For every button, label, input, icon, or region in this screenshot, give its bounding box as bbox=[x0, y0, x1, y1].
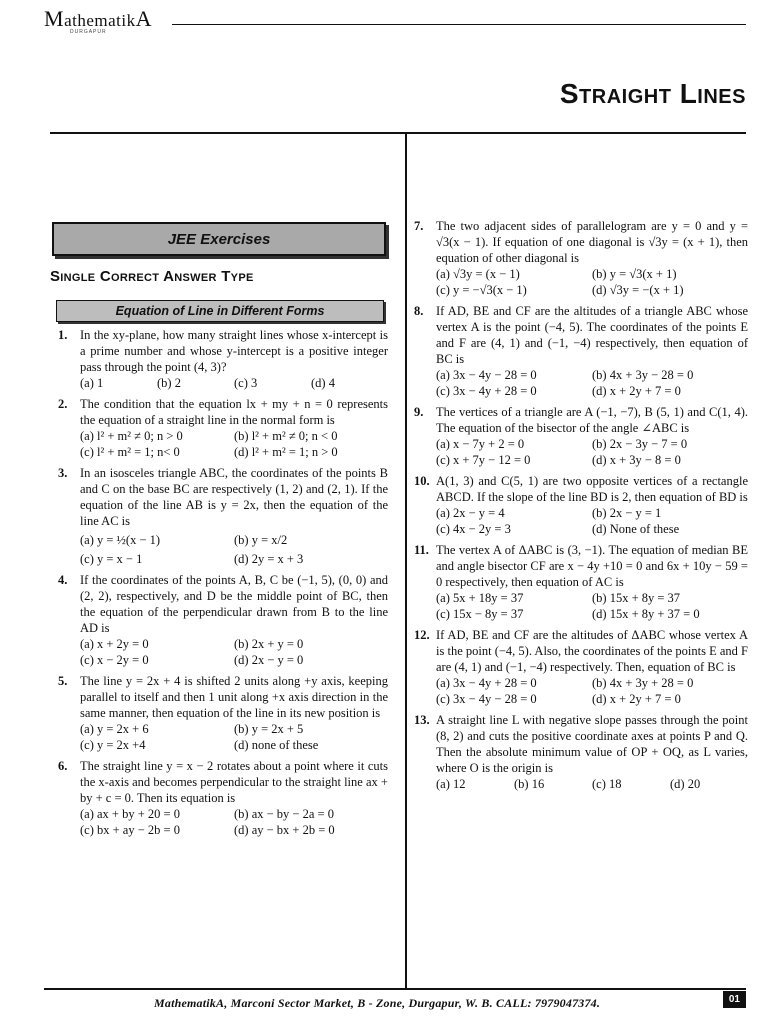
option-list bbox=[436, 266, 748, 298]
logo-tagline: DURGAPUR bbox=[70, 29, 107, 35]
question-item bbox=[58, 572, 388, 668]
option-list bbox=[436, 590, 748, 622]
option-list bbox=[80, 636, 388, 668]
question-number: 10. bbox=[414, 474, 430, 488]
question-text: The two adjacent sides of parallelogram are y = 0 and y = √3(x − 1). If equation of one diagonal is √3y = (x + 1), then equation of other diagonal is bbox=[436, 219, 748, 265]
answer-option: (c) 3 bbox=[234, 376, 258, 390]
answer-option: (a) 2x − y = 4 bbox=[436, 506, 505, 520]
answer-option: (d) 15x + 8y + 37 = 0 bbox=[592, 607, 700, 621]
answer-option: (d) x + 2y + 7 = 0 bbox=[592, 692, 681, 706]
answer-option: (b) 2x − 3y − 7 = 0 bbox=[592, 437, 688, 451]
page-number: 01 bbox=[723, 991, 746, 1008]
right-question-column bbox=[414, 218, 748, 797]
answer-option: (a) y = 2x + 6 bbox=[80, 722, 149, 736]
question-item bbox=[414, 303, 748, 399]
answer-option: (a) l² + m² ≠ 0; n > 0 bbox=[80, 429, 183, 443]
question-item bbox=[414, 404, 748, 468]
option-list bbox=[80, 806, 388, 838]
question-text: The vertices of a triangle are A (−1, −7), B (5, 1) and C(1, 4). The equation of the bisector of the angle ∠ABC is bbox=[436, 405, 748, 435]
question-text: If the coordinates of the points A, B, C be (−1, 5), (0, 0) and (2, 2), respectively, and D be the middle point of BC, then the equation of the perpendicular drawn from B to the line AD is bbox=[80, 573, 388, 635]
answer-option: (b) 16 bbox=[514, 777, 545, 791]
logo: MathematikA bbox=[44, 6, 152, 31]
question-item bbox=[414, 542, 748, 622]
section-heading: Single Correct Answer Type bbox=[50, 268, 254, 285]
question-text: In an isosceles triangle ABC, the coordinates of the points B and C on the base BC are respectively (1, 2) and (2, 1). If the equation of the line AB is y = 2x, then the equation of the line AC is bbox=[80, 466, 388, 528]
answer-option: (c) 3x − 4y + 28 = 0 bbox=[436, 384, 537, 398]
answer-option: (a) ax + by + 20 = 0 bbox=[80, 807, 180, 821]
question-text: The line y = 2x + 4 is shifted 2 units along +y axis, keeping parallel to itself and then 1 unit along +x axis direction in the same manner, then equation of the line in its new position is bbox=[80, 674, 388, 720]
question-text: The straight line y = x − 2 rotates about a point where it cuts the x-axis and becomes perpendicular to the straight line ax + by + c = 0. Then its equation is bbox=[80, 759, 388, 805]
answer-option: (a) 5x + 18y = 37 bbox=[436, 591, 524, 605]
question-number: 6. bbox=[58, 759, 68, 773]
question-text: If AD, BE and CF are the altitudes of ΔABC whose vertex A is the point (−4, 5). Also, the coordinates of the points E and F are (4, 1) and (−1, −4) respectively. Then, equation of BC is bbox=[436, 628, 748, 674]
answer-option: (a) 3x − 4y + 28 = 0 bbox=[436, 676, 537, 690]
question-text: A(1, 3) and C(5, 1) are two opposite vertices of a rectangle ABCD. If the slope of the line BD is 2, then equation of BD is bbox=[436, 474, 748, 504]
answer-option: (a) 12 bbox=[436, 777, 466, 791]
answer-option: (d) 2x − y = 0 bbox=[234, 653, 304, 667]
question-item bbox=[414, 218, 748, 298]
answer-option: (c) 4x − 2y = 3 bbox=[436, 522, 511, 536]
answer-option: (c) 3x − 4y − 28 = 0 bbox=[436, 692, 537, 706]
option-list bbox=[436, 776, 748, 792]
answer-option: (c) y = 2x +4 bbox=[80, 738, 146, 752]
question-item bbox=[414, 627, 748, 707]
question-item bbox=[58, 396, 388, 460]
question-text: The condition that the equation lx + my + n = 0 represents the equation of a straight line in the normal form is bbox=[80, 397, 388, 427]
answer-option: (d) None of these bbox=[592, 522, 680, 536]
answer-option: (c) y = −√3(x − 1) bbox=[436, 283, 527, 297]
answer-option: (d) ay − bx + 2b = 0 bbox=[234, 823, 335, 837]
option-list bbox=[80, 428, 388, 460]
answer-option: (c) y = x − 1 bbox=[80, 552, 143, 566]
option-list bbox=[436, 675, 748, 707]
question-number: 1. bbox=[58, 328, 68, 342]
option-list bbox=[80, 721, 388, 753]
answer-option: (c) x − 2y = 0 bbox=[80, 653, 149, 667]
answer-option: (b) 4x + 3y − 28 = 0 bbox=[592, 368, 694, 382]
column-divider bbox=[405, 133, 407, 988]
subsection-heading-box: Equation of Line in Different Forms bbox=[56, 300, 384, 322]
answer-option: (a) x + 2y = 0 bbox=[80, 637, 149, 651]
answer-option: (b) 2x + y = 0 bbox=[234, 637, 304, 651]
answer-option: (c) bx + ay − 2b = 0 bbox=[80, 823, 180, 837]
header-rule bbox=[172, 24, 746, 25]
question-number: 7. bbox=[414, 219, 424, 233]
question-item bbox=[58, 465, 388, 567]
option-list bbox=[436, 436, 748, 468]
footer-address: MathematikA, Marconi Sector Market, B - Zone, Durgapur, W. B. CALL: 7979047374. bbox=[154, 996, 601, 1010]
answer-option: (b) y = 2x + 5 bbox=[234, 722, 304, 736]
question-text: The vertex A of ΔABC is (3, −1). The equation of median BE and angle bisector CF are x − 4y +10 = 0 and 6x + 10y − 59 = 0 respectively, then equation of AC is bbox=[436, 543, 748, 589]
answer-option: (d) none of these bbox=[234, 738, 319, 752]
answer-option: (c) 18 bbox=[592, 777, 622, 791]
question-item bbox=[58, 673, 388, 753]
answer-option: (b) 4x + 3y + 28 = 0 bbox=[592, 676, 694, 690]
answer-option: (a) y = ½(x − 1) bbox=[80, 533, 161, 547]
question-item bbox=[58, 758, 388, 838]
answer-option: (b) 2x − y = 1 bbox=[592, 506, 662, 520]
question-text: A straight line L with negative slope passes through the point (8, 2) and cuts the positive coordinate axes at points P and Q. Then the absolute minimum value of OP + OQ, as L varies, where O is the origin is bbox=[436, 713, 748, 775]
question-item bbox=[58, 327, 388, 391]
answer-option: (a) √3y = (x − 1) bbox=[436, 267, 520, 281]
question-text: If AD, BE and CF are the altitudes of a triangle ABC whose vertex A is the point (−4, 5). The coordinates of the points E and F are (4, 1) and (−1, −4) respectively, then equation of BC is bbox=[436, 304, 748, 366]
option-list bbox=[80, 375, 388, 391]
answer-option: (b) 2 bbox=[157, 376, 181, 390]
answer-option: (a) 1 bbox=[80, 376, 104, 390]
answer-option: (b) l² + m² ≠ 0; n < 0 bbox=[234, 429, 338, 443]
question-number: 12. bbox=[414, 628, 430, 642]
question-number: 13. bbox=[414, 713, 430, 727]
answer-option: (c) x + 7y − 12 = 0 bbox=[436, 453, 531, 467]
answer-option: (a) x − 7y + 2 = 0 bbox=[436, 437, 525, 451]
left-question-column bbox=[58, 327, 388, 843]
question-item bbox=[414, 473, 748, 537]
answer-option: (b) 15x + 8y = 37 bbox=[592, 591, 681, 605]
answer-option: (c) 15x − 8y = 37 bbox=[436, 607, 524, 621]
option-list bbox=[80, 529, 388, 567]
question-text: In the xy-plane, how many straight lines whose x-intercept is a prime number and whose y-intercept is a positive integer pass through the point (4, 3)? bbox=[80, 328, 388, 374]
chapter-title: Straight Lines bbox=[559, 78, 746, 109]
answer-option: (d) l² + m² = 1; n > 0 bbox=[234, 445, 338, 459]
answer-option: (b) y = x/2 bbox=[234, 533, 288, 547]
answer-option: (d) 20 bbox=[670, 777, 701, 791]
answer-option: (d) x + 2y + 7 = 0 bbox=[592, 384, 681, 398]
answer-option: (b) y = √3(x + 1) bbox=[592, 267, 677, 281]
option-list bbox=[436, 505, 748, 537]
answer-option: (d) 4 bbox=[311, 376, 335, 390]
answer-option: (d) x + 3y − 8 = 0 bbox=[592, 453, 681, 467]
option-list bbox=[436, 367, 748, 399]
footer-rule bbox=[44, 988, 746, 990]
answer-option: (a) 3x − 4y − 28 = 0 bbox=[436, 368, 537, 382]
question-number: 11. bbox=[414, 543, 429, 557]
answer-option: (d) 2y = x + 3 bbox=[234, 552, 304, 566]
question-number: 5. bbox=[58, 674, 68, 688]
jee-exercises-banner: JEE Exercises bbox=[52, 222, 386, 256]
title-rule bbox=[50, 132, 746, 134]
question-number: 3. bbox=[58, 466, 68, 480]
question-item bbox=[414, 712, 748, 792]
answer-option: (c) l² + m² = 1; n< 0 bbox=[80, 445, 180, 459]
question-number: 4. bbox=[58, 573, 68, 587]
answer-option: (b) ax − by − 2a = 0 bbox=[234, 807, 334, 821]
question-number: 9. bbox=[414, 405, 424, 419]
question-number: 8. bbox=[414, 304, 424, 318]
answer-option: (d) √3y = −(x + 1) bbox=[592, 283, 684, 297]
question-number: 2. bbox=[58, 397, 68, 411]
